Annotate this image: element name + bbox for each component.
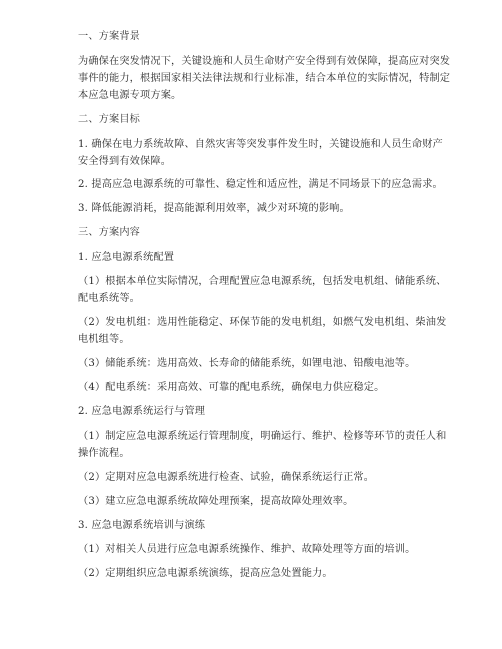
paragraph-line: 本应急电源专项方案。 xyxy=(78,90,182,101)
list-item-line: 电机组等。 xyxy=(78,334,130,345)
list-item-line: （3）储能系统：选用高效、长寿命的储能系统，如锂电池、铅酸电池等。 xyxy=(78,358,416,369)
subsection-heading: 1. 应急电源系统配置 xyxy=(78,252,175,263)
list-item-line: （2）发电机组：选用性能稳定、环保节能的发电机组，如燃气发电机组、柴油发 xyxy=(78,317,447,328)
list-item-line: 1. 确保在电力系统故障、自然灾害等突发事件发生时，关键设施和人员生命财产 xyxy=(78,139,443,150)
section-heading-background: 一、方案背景 xyxy=(78,31,141,42)
paragraph-line: 为确保在突发情况下，关键设施和人员生命财产安全得到有效保障，提高应对突发 xyxy=(78,56,451,67)
section-heading-content: 三、方案内容 xyxy=(78,227,141,238)
section-heading-goals: 二、方案目标 xyxy=(78,114,141,125)
list-item-line: 2. 提高应急电源系统的可靠性、稳定性和适应性，满足不同场景下的应急需求。 xyxy=(78,179,443,190)
list-item-line: （1）对相关人员进行应急电源系统操作、维护、故障处理等方面的培训。 xyxy=(78,544,416,555)
paragraph-line: 事件的能力，根据国家相关法律法规和行业标准，结合本单位的实际情况，特制定 xyxy=(78,73,451,84)
list-item-line: （2）定期组织应急电源系统演练，提高应急处置能力。 xyxy=(78,568,333,579)
list-item-line: （3）建立应急电源系统故障处理预案，提高故障处理效率。 xyxy=(78,496,354,507)
list-item-line: （1）根据本单位实际情况，合理配置应急电源系统，包括发电机组、储能系统、 xyxy=(78,276,447,287)
list-item-line: （4）配电系统：采用高效、可靠的配电系统，确保电力供应稳定。 xyxy=(78,382,385,393)
list-item-line: 配电系统等。 xyxy=(78,293,141,304)
subsection-heading: 2. 应急电源系统运行与管理 xyxy=(78,406,206,417)
list-item-line: （1）制定应急电源系统运行管理制度，明确运行、维护、检修等环节的责任人和 xyxy=(78,431,447,442)
list-item-line: 安全得到有效保障。 xyxy=(78,156,172,167)
list-item-line: 操作流程。 xyxy=(78,448,130,459)
list-item-line: （2）定期对应急电源系统进行检查、试验，确保系统运行正常。 xyxy=(78,472,375,483)
subsection-heading: 3. 应急电源系统培训与演练 xyxy=(78,520,206,531)
list-item-line: 3. 降低能源消耗，提高能源利用效率，减少对环境的影响。 xyxy=(78,203,350,214)
